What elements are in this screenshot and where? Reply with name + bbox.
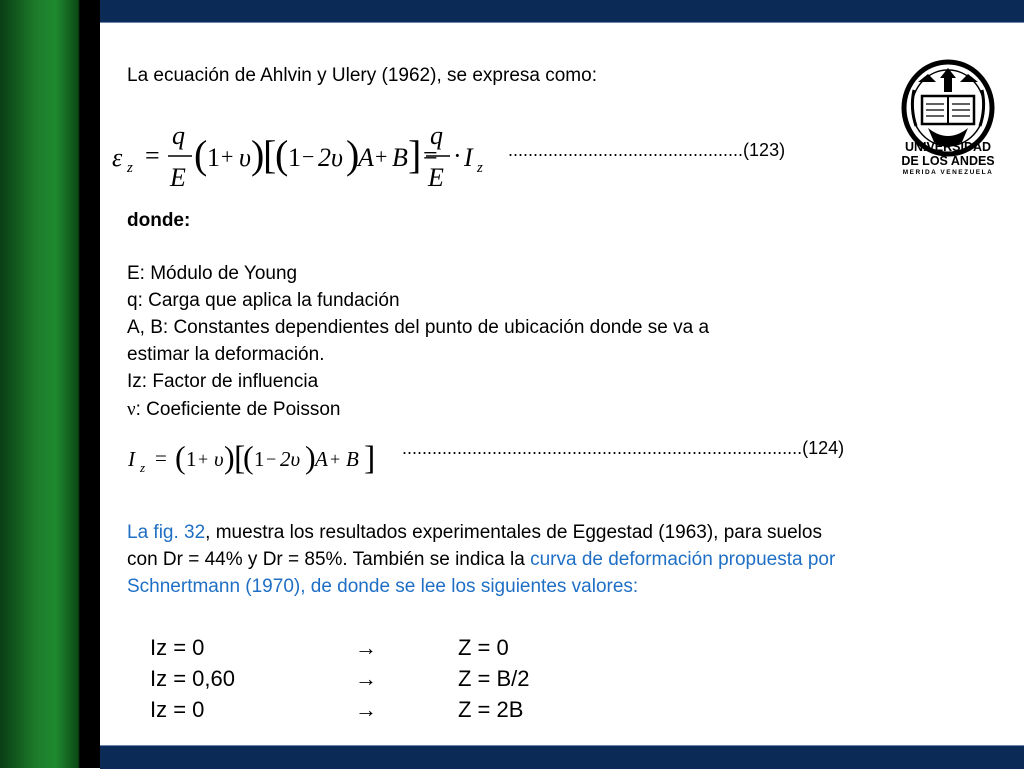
table-row-1-arrow-icon: → bbox=[355, 635, 377, 660]
eq2-bracket-open: [ bbox=[234, 440, 246, 477]
definition-E: E: Módulo de Young bbox=[127, 263, 298, 284]
eq2-plus: + bbox=[198, 449, 209, 469]
paragraph-line-3: Schnertmann (1970), de donde se lee los siguientes valores: bbox=[127, 576, 639, 597]
table-row-3-z: Z = 2B bbox=[458, 697, 524, 722]
eq2-paren-close-2: ) bbox=[305, 439, 316, 475]
eq2-nu: υ bbox=[214, 447, 224, 471]
eq1-one-1: 1 bbox=[207, 143, 220, 172]
definition-nu bbox=[127, 396, 341, 423]
table-row-1-iz: Iz = 0 bbox=[150, 635, 205, 660]
eq1-E-2: E bbox=[428, 163, 444, 192]
table-row-2-arrow-icon: → bbox=[355, 666, 377, 691]
curve-reference-text: curva de deformación propuesta por bbox=[530, 549, 836, 570]
eq1-plus-2: + bbox=[375, 144, 388, 169]
eq1-paren-open-1: ( bbox=[194, 132, 208, 177]
intro-text: La ecuación de Ahlvin y Ulery (1962), se expresa como: bbox=[127, 65, 597, 86]
definition-q: q: Carga que aplica la fundación bbox=[127, 290, 400, 311]
eq2-paren-open-2: ( bbox=[243, 439, 254, 475]
eq2-plus-2: + bbox=[330, 449, 341, 469]
definition-nu-text: : Coeficiente de Poisson bbox=[135, 399, 341, 420]
eq1-sub-z: z bbox=[127, 160, 133, 176]
logo-line-2: DE LOS ANDES bbox=[901, 154, 995, 168]
equation-123 bbox=[110, 120, 510, 195]
eq1-equals: = bbox=[145, 141, 160, 170]
table-row-1-z: Z = 0 bbox=[458, 635, 509, 660]
eq1-plus: + bbox=[221, 144, 234, 169]
donde-label: donde: bbox=[127, 210, 191, 231]
eq1-I-sub-z: z bbox=[477, 160, 483, 176]
definition-Iz: Iz: Factor de influencia bbox=[127, 371, 319, 392]
definition-AB-cont: estimar la deformación. bbox=[127, 344, 325, 365]
eq2-I: I bbox=[128, 447, 135, 471]
nu-symbol: ν bbox=[127, 399, 136, 420]
eq1-ref-number: (123) bbox=[743, 140, 786, 160]
eq1-E: E bbox=[170, 163, 186, 192]
eq2-bracket-close: ] bbox=[364, 440, 376, 477]
table-row-2-iz: Iz = 0,60 bbox=[150, 666, 236, 691]
eq1-reference bbox=[508, 137, 785, 164]
eq2-two-nu: 2υ bbox=[280, 447, 301, 471]
left-decorative-bar bbox=[0, 0, 100, 768]
logo-university-name bbox=[893, 140, 1003, 168]
table-row-3-iz: Iz = 0 bbox=[150, 697, 205, 722]
eq2-A: A bbox=[315, 447, 328, 471]
logo-line-1: UNIVERSIDAD bbox=[904, 140, 992, 154]
logo-location: MERIDA VENEZUELA bbox=[902, 169, 994, 176]
bottom-decorative-bar bbox=[100, 745, 1024, 769]
eq1-bracket-close: ] bbox=[408, 132, 422, 177]
eq1-minus: − bbox=[302, 144, 315, 169]
eq1-epsilon: ε bbox=[112, 143, 123, 172]
eq1-dot: · bbox=[453, 141, 462, 170]
fig-reference-link[interactable]: La fig. 32 bbox=[127, 522, 206, 543]
paragraph-text-2: con Dr = 44% y Dr = 85%. También se indica la bbox=[127, 549, 531, 570]
eq2-ref-number: (124) bbox=[802, 438, 845, 458]
eq2-equals: = bbox=[155, 446, 167, 470]
eq1-one-2: 1 bbox=[288, 143, 301, 172]
eq1-q: q bbox=[172, 121, 185, 150]
top-decorative-bar bbox=[100, 0, 1024, 23]
eq1-paren-open-2: ( bbox=[275, 132, 289, 177]
eq2-minus: − bbox=[266, 449, 277, 469]
eq2-ref-dots: ................................................................................ bbox=[402, 438, 803, 458]
paragraph-text-1: , muestra los resultados experimentales de Eggestad (1963), para suelos bbox=[205, 522, 822, 543]
definition-AB: A, B: Constantes dependientes del punto de ubicación donde se va a bbox=[127, 317, 710, 338]
eq1-B: B bbox=[392, 143, 408, 172]
eq1-bracket-open: [ bbox=[263, 132, 277, 177]
equation-124 bbox=[125, 436, 395, 480]
table-row-3-arrow-icon: → bbox=[355, 697, 377, 722]
eq1-I: I bbox=[464, 143, 473, 172]
eq1-paren-close-1: ) bbox=[251, 132, 265, 177]
eq1-A: A bbox=[358, 143, 374, 172]
eq2-reference bbox=[402, 435, 844, 462]
eq2-one-1: 1 bbox=[186, 447, 197, 471]
eq1-paren-close-2: ) bbox=[346, 132, 360, 177]
eq1-q-2: q bbox=[430, 121, 443, 150]
eq2-paren-close-1: ) bbox=[224, 439, 235, 475]
eq1-nu: υ bbox=[239, 143, 251, 172]
eq1-two-nu: 2υ bbox=[318, 143, 343, 172]
eq2-paren-open-1: ( bbox=[175, 439, 186, 475]
eq2-B: B bbox=[346, 447, 359, 471]
table-row-2-z: Z = B/2 bbox=[458, 666, 530, 691]
eq2-sub-z: z bbox=[140, 460, 146, 475]
eq1-equals-2: = bbox=[423, 141, 438, 170]
eq1-ref-dots: ............................................... bbox=[508, 140, 744, 160]
paragraph-line-2 bbox=[127, 546, 835, 573]
eq2-one-2: 1 bbox=[254, 447, 265, 471]
paragraph-line-1 bbox=[127, 519, 822, 546]
